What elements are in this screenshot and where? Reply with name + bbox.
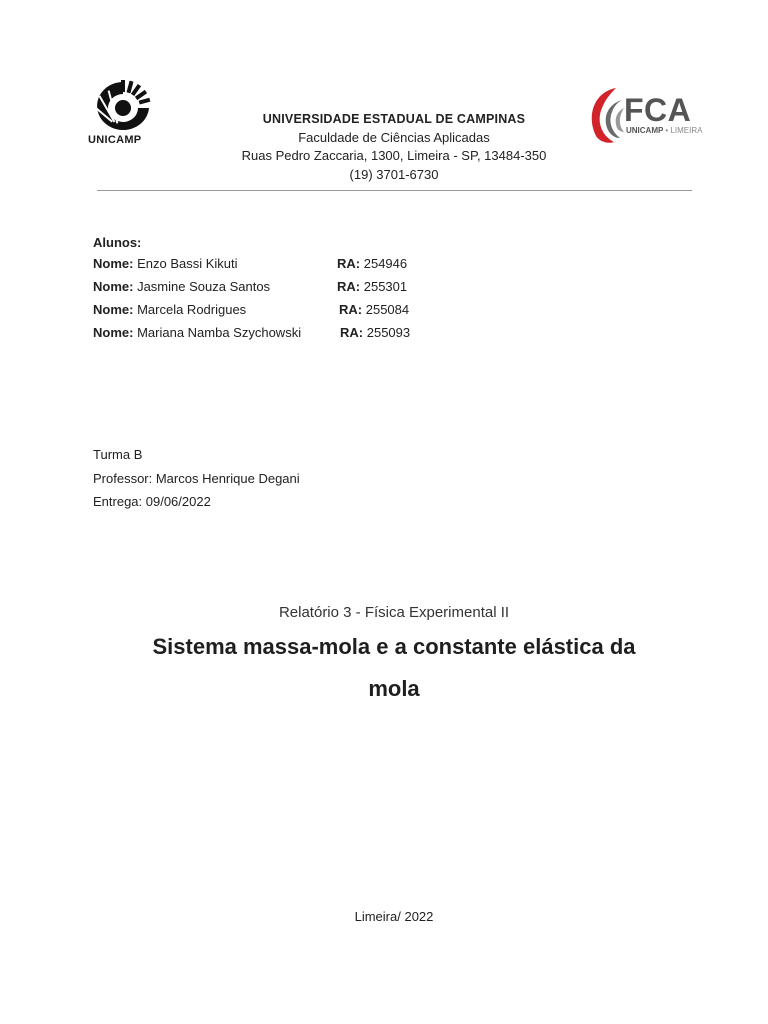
student-row xyxy=(93,301,410,324)
phone: (19) 3701-6730 xyxy=(349,166,439,182)
student-name-cell xyxy=(93,278,270,296)
student-name: Enzo Bassi Kikuti xyxy=(137,256,238,271)
student-name-cell xyxy=(93,255,238,273)
report-title-line2: mola xyxy=(368,676,420,701)
student-ra: 254946 xyxy=(363,256,408,271)
student-ra-cell xyxy=(337,278,407,296)
student-name: Marcela Rodrigues xyxy=(137,302,247,317)
student-name: Jasmine Souza Santos xyxy=(137,279,271,294)
name-label: Nome: xyxy=(93,256,134,271)
ra-label: RA: xyxy=(340,325,364,340)
fca-logo-sub-city: • LIMEIRA xyxy=(665,126,703,135)
class-info xyxy=(93,443,300,514)
name-label: Nome: xyxy=(93,279,134,294)
fca-logo-subtitle xyxy=(626,126,702,135)
fca-logo-word: FCA xyxy=(624,92,692,128)
ra-label: RA: xyxy=(337,279,361,294)
place-year: Limeira/ 2022 xyxy=(354,909,434,924)
ra-label: RA: xyxy=(339,302,363,317)
unicamp-emblem-icon xyxy=(88,78,158,134)
header-divider xyxy=(97,190,692,191)
report-title xyxy=(100,626,688,710)
unicamp-logo xyxy=(88,78,188,152)
student-name: Mariana Namba Szychowski xyxy=(137,325,302,340)
fca-logo xyxy=(586,86,706,146)
student-ra: 255084 xyxy=(365,302,410,317)
student-ra-cell xyxy=(340,324,410,342)
students-section xyxy=(93,235,411,347)
report-subtitle: Relatório 3 - Física Experimental II xyxy=(278,604,510,621)
student-ra-cell xyxy=(339,301,409,319)
university-name: UNIVERSIDADE ESTADUAL DE CAMPINAS xyxy=(262,112,526,126)
student-row xyxy=(93,278,408,301)
professor: Professor: Marcos Henrique Degani xyxy=(93,470,300,486)
fca-logo-sub-main: UNICAMP xyxy=(626,126,664,135)
student-name-cell xyxy=(93,301,246,319)
students-heading: Alunos: xyxy=(93,235,142,250)
student-name-cell xyxy=(93,324,301,342)
name-label: Nome: xyxy=(93,325,134,340)
student-ra-cell xyxy=(337,255,407,273)
student-ra: 255093 xyxy=(366,325,411,340)
institution-header xyxy=(200,110,588,184)
turma: Turma B xyxy=(93,447,143,462)
student-row xyxy=(93,255,408,278)
ra-label: RA: xyxy=(337,256,361,271)
student-ra: 255301 xyxy=(363,279,408,294)
delivery-date: Entrega: 09/06/2022 xyxy=(93,494,211,509)
address: Ruas Pedro Zaccaria, 1300, Limeira - SP, 13484-350 xyxy=(241,148,547,163)
name-label: Nome: xyxy=(93,302,134,317)
report-title-line1: Sistema massa-mola e a constante elástica da xyxy=(152,634,636,659)
unicamp-logo-text: UNICAMP xyxy=(88,134,142,146)
fca-swoosh-icon xyxy=(586,86,626,144)
faculty-name: Faculdade de Ciências Aplicadas xyxy=(298,129,490,145)
student-row xyxy=(93,324,411,347)
